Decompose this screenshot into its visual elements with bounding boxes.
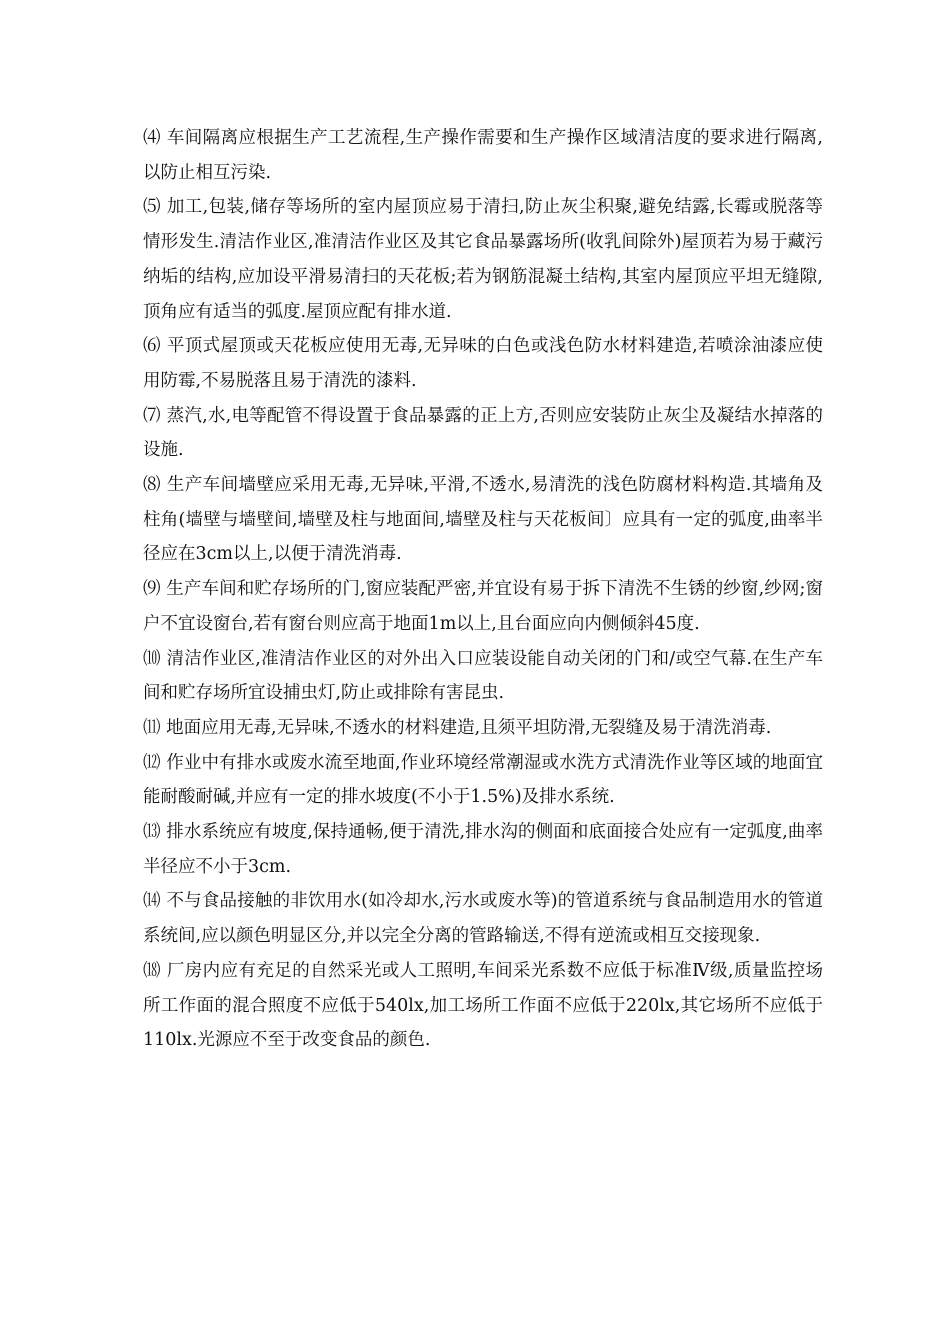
paragraph-item-18: ⒅ 厂房内应有充足的自然采光或人工照明,车间采光系数不应低于标准Ⅳ级,质量监控场所工作面的混合照度不应低于540lx,加工场所工作面不应低于220lx,其它场所不应低于110lx.光源应不至于改变食品的颜色.	[143, 960, 823, 1051]
paragraph-item-14: ⒁ 不与食品接触的非饮用水(如冷却水,污水或废水等)的管道系统与食品制造用水的管道系统间,应以颜色明显区分,并以完全分离的管路输送,不得有逆流或相互交接现象.	[143, 891, 823, 947]
paragraph-item-7: ⑺ 蒸汽,水,电等配管不得设置于食品暴露的正上方,否则应安装防止灰尘及凝结水掉落的设施.	[143, 405, 823, 461]
paragraph-item-11: ⑾ 地面应用无毒,无异味,不透水的材料建造,且须平坦防滑,无裂缝及易于清洗消毒.	[143, 717, 772, 738]
paragraph-item-10: ⑽ 清洁作业区,准清洁作业区的对外出入口应装设能自动关闭的门和/或空气幕.在生产车间和贮存场所宜设捕虫灯,防止或排除有害昆虫.	[143, 648, 823, 704]
paragraph-item-8: ⑻ 生产车间墙壁应采用无毒,无异味,平滑,不透水,易清洗的浅色防腐材料构造.其墙角及柱角(墙壁与墙壁间,墙壁及柱与地面间,墙壁及柱与天花板间〕应具有一定的弧度,曲率半径应在3cm以上,以便于清洗消毒.	[143, 475, 823, 565]
document-body	[143, 121, 823, 1058]
paragraph-item-6: ⑹ 平顶式屋顶或天花板应使用无毒,无异味的白色或浅色防水材料建造,若喷涂油漆应使用防霉,不易脱落且易于清洗的漆料.	[143, 336, 823, 391]
paragraph-item-9: ⑼ 生产车间和贮存场所的门,窗应装配严密,并宜设有易于拆下清洗不生锈的纱窗,纱网;窗户不宜设窗台,若有窗台则应高于地面1m以上,且台面应向内侧倾斜45度.	[143, 579, 823, 634]
paragraph-item-4: ⑷ 车间隔离应根据生产工艺流程,生产操作需要和生产操作区域清洁度的要求进行隔离,以防止相互污染.	[143, 128, 823, 183]
paragraph-item-12: ⑿ 作业中有排水或废水流至地面,作业环境经常潮湿或水洗方式清洗作业等区域的地面宜能耐酸耐碱,并应有一定的排水坡度(不小于1.5%)及排水系统.	[143, 752, 823, 808]
paragraph-item-5: ⑸ 加工,包装,储存等场所的室内屋顶应易于清扫,防止灰尘积聚,避免结露,长霉或脱落等情形发生.清洁作业区,准清洁作业区及其它食品暴露场所(收乳间除外)屋顶若为易于藏污纳垢的结构,应加设平滑易清扫的天花板;若为钢筋混凝土结构,其室内屋顶应平坦无缝隙,顶角应有适当的弧度.屋顶应配有排水道.	[143, 197, 823, 322]
paragraph-item-13: ⒀ 排水系统应有坡度,保持通畅,便于清洗,排水沟的侧面和底面接合处应有一定弧度,曲率半径应不小于3cm.	[143, 822, 823, 877]
